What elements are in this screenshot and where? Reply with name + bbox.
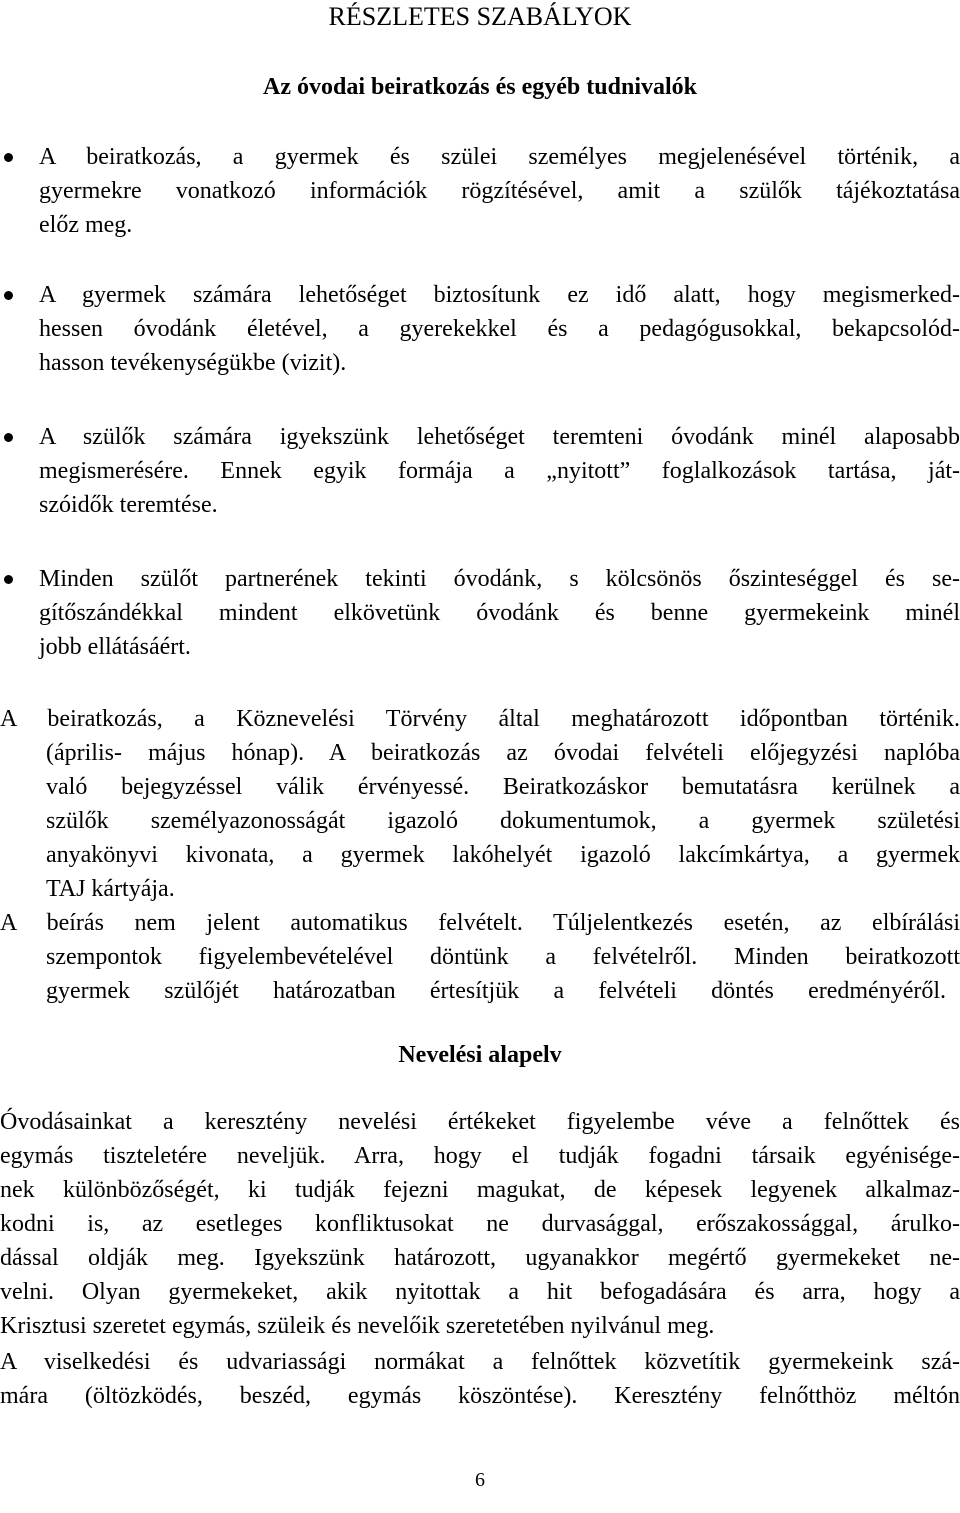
paragraph-line: TAJ kártyája.	[46, 876, 175, 902]
bullet-line: Minden szülőt partnerének tekinti óvodánk, s kölcsönös őszinteséggel és se-	[39, 566, 960, 592]
document-title: RÉSZLETES SZABÁLYOK	[328, 2, 632, 31]
paragraph-line: kodni is, az esetleges konfliktusokat ne durvasággal, erőszakossággal, árulko-	[0, 1211, 960, 1237]
paragraph-line: dással oldják meg. Igyekszünk határozott, ugyanakkor megértő gyermekeket ne-	[0, 1245, 960, 1271]
bullet-line: jobb ellátásáért.	[39, 634, 191, 660]
paragraph-line: A viselkedési és udvariassági normákat a felnőttek közvetítik gyermekeink szá-	[0, 1349, 960, 1375]
paragraph-line: egymás tiszteletére neveljük. Arra, hogy el tudják fogadni társaik egyénisége-	[0, 1143, 960, 1169]
paragraph-line: Óvodásainkat a keresztény nevelési értékeket figyelembe véve a felnőttek és	[0, 1109, 960, 1135]
bullet-line: A gyermek számára lehetőséget biztosítunk ez idő alatt, hogy megismerked-	[39, 282, 960, 308]
bullet-icon	[4, 433, 13, 442]
paragraph-line: nek különbözőségét, ki tudják fejezni magukat, de képesek legyenek alkalmaz-	[0, 1177, 960, 1203]
paragraph-line: szülők személyazonosságát igazoló dokumentumok, a gyermek születési	[46, 808, 960, 834]
bullet-line: előz meg.	[39, 212, 133, 238]
page-number: 6	[475, 1469, 485, 1491]
bullet-icon	[4, 153, 13, 162]
bullet-icon	[4, 291, 13, 300]
section-title-enrollment: Az óvodai beiratkozás és egyéb tudnivalók	[262, 74, 697, 100]
paragraph-line: való bejegyzéssel válik érvényessé. Beiratkozáskor bemutatásra kerülnek a	[46, 774, 960, 800]
paragraph-line: gyermek szülőjét határozatban értesítjük a felvételi döntés eredményéről.	[46, 978, 946, 1004]
bullet-line: hessen óvodánk életével, a gyerekekkel és a pedagógusokkal, bekapcsolód-	[39, 316, 960, 342]
bullet-line: szóidők teremtése.	[39, 492, 218, 518]
paragraph-line: szempontok figyelembevételével döntünk a felvételről. Minden beiratkozott	[46, 944, 960, 970]
paragraph-line: A beírás nem jelent automatikus felvételt. Túljelentkezés esetén, az elbírálási	[0, 910, 960, 936]
bullet-line: A szülők számára igyekszünk lehetőséget teremteni óvodánk minél alaposabb	[39, 424, 960, 450]
bullet-line: gyermekre vonatkozó információk rögzítésével, amit a szülők tájékoztatása	[39, 178, 960, 204]
paragraph-line: A beiratkozás, a Köznevelési Törvény által meghatározott időpontban történik.	[0, 706, 960, 732]
paragraph-line: anyakönyvi kivonata, a gyermek lakóhelyét igazoló lakcímkártya, a gyermek	[46, 842, 960, 868]
paragraph-line: Krisztusi szeretet egymás, szüleik és nevelőik szeretetében nyilvánul meg.	[0, 1313, 715, 1339]
bullet-line: hasson tevékenységükbe (vizit).	[39, 350, 347, 376]
bullet-line: megismerésére. Ennek egyik formája a „nyitott” foglalkozások tartása, ját-	[39, 458, 960, 484]
bullet-line: gítőszándékkal mindent elkövetünk óvodánk és benne gyermekeink minél	[39, 600, 960, 626]
paragraph-line: (április- május hónap). A beiratkozás az óvodai felvételi előjegyzési naplóba	[46, 740, 960, 766]
bullet-line: A beiratkozás, a gyermek és szülei személyes megjelenésével történik, a	[39, 144, 960, 170]
paragraph-line: velni. Olyan gyermekeket, akik nyitottak a hit befogadására és arra, hogy a	[0, 1279, 960, 1305]
bullet-icon	[4, 575, 13, 584]
paragraph-line: mára (öltözködés, beszéd, egymás köszöntése). Keresztény felnőtthöz méltón	[0, 1383, 960, 1409]
section-title-principles: Nevelési alapelv	[398, 1042, 562, 1068]
